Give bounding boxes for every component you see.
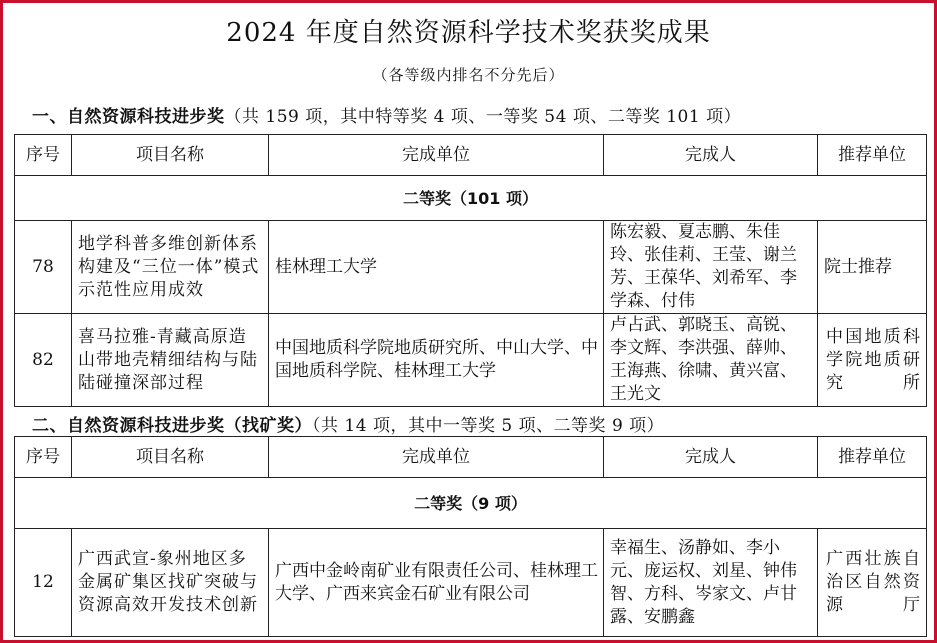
recommending-unit: 广西壮族自治区自然资源厅 <box>818 529 927 637</box>
completion-units: 中国地质科学院地质研究所、中山大学、中国地质科学院、桂林理工大学 <box>269 314 604 407</box>
row-number: 78 <box>15 221 72 314</box>
column-header-units: 完成单位 <box>269 135 604 176</box>
column-header-units: 完成单位 <box>269 437 604 478</box>
section-summary: （共 159 项，其中特等奖 4 项、一等奖 54 项、二等奖 101 项） <box>224 107 742 127</box>
project-name: 广西武宣-象州地区多金属矿集区找矿突破与资源高效开发技术创新 <box>72 529 269 637</box>
completion-units: 广西中金岭南矿业有限责任公司、桂林理工大学、广西来宾金石矿业有限公司 <box>269 529 604 637</box>
grade-label: 二等奖（9 项） <box>15 478 927 529</box>
table-row <box>15 314 927 407</box>
column-header-recommender: 推荐单位 <box>818 135 927 176</box>
recommending-unit: 中国地质科学院地质研究所 <box>818 314 927 407</box>
table-row <box>15 221 927 314</box>
column-header-no: 序号 <box>15 437 72 478</box>
section-heading-prospecting-award <box>32 411 664 436</box>
project-name: 地学科普多维创新体系构建及“三位一体”模式示范性应用成效 <box>72 221 269 314</box>
column-header-people: 完成人 <box>604 135 818 176</box>
grade-label: 二等奖（101 项） <box>15 176 927 221</box>
completion-units: 桂林理工大学 <box>269 221 604 314</box>
awards-table-prospecting <box>14 436 927 637</box>
row-number: 82 <box>15 314 72 407</box>
table-header-row <box>15 135 927 176</box>
table-header-row <box>15 437 927 478</box>
recommending-unit: 院士推荐 <box>818 221 927 314</box>
column-header-recommender: 推荐单位 <box>818 437 927 478</box>
section-title: 一、自然资源科技进步奖 <box>32 107 225 127</box>
awards-table-progress <box>14 134 927 407</box>
page-subtitle: （各等级内排名不分先后） <box>372 66 565 84</box>
column-header-people: 完成人 <box>604 437 818 478</box>
completion-people: 陈宏毅、夏志鹏、朱佳玲、张佳莉、王莹、谢兰芳、王葆华、刘希军、李学森、付伟 <box>604 221 818 314</box>
column-header-project: 项目名称 <box>72 135 269 176</box>
column-header-project: 项目名称 <box>72 437 269 478</box>
table-row <box>15 529 927 637</box>
page-title: 2024 年度自然资源科学技术奖获奖成果 <box>226 18 711 48</box>
section-title: 二、自然资源科技进步奖（找矿奖） <box>32 416 312 436</box>
completion-people: 幸福生、汤静如、李小元、庞运权、刘星、钟伟智、方科、岑家文、卢甘露、安鹏鑫 <box>604 529 818 637</box>
completion-people: 卢占武、郭晓玉、高锐、李文辉、李洪强、薛帅、王海燕、徐啸、黄兴富、王光文 <box>604 314 818 407</box>
row-number: 12 <box>15 529 72 637</box>
column-header-no: 序号 <box>15 135 72 176</box>
section-summary: （共 14 项，其中一等奖 5 项、二等奖 9 项） <box>312 416 665 436</box>
section-heading-progress-award <box>32 102 741 127</box>
grade-row <box>15 176 927 221</box>
project-name: 喜马拉雅-青藏高原造山带地壳精细结构与陆陆碰撞深部过程 <box>72 314 269 407</box>
grade-row <box>15 478 927 529</box>
